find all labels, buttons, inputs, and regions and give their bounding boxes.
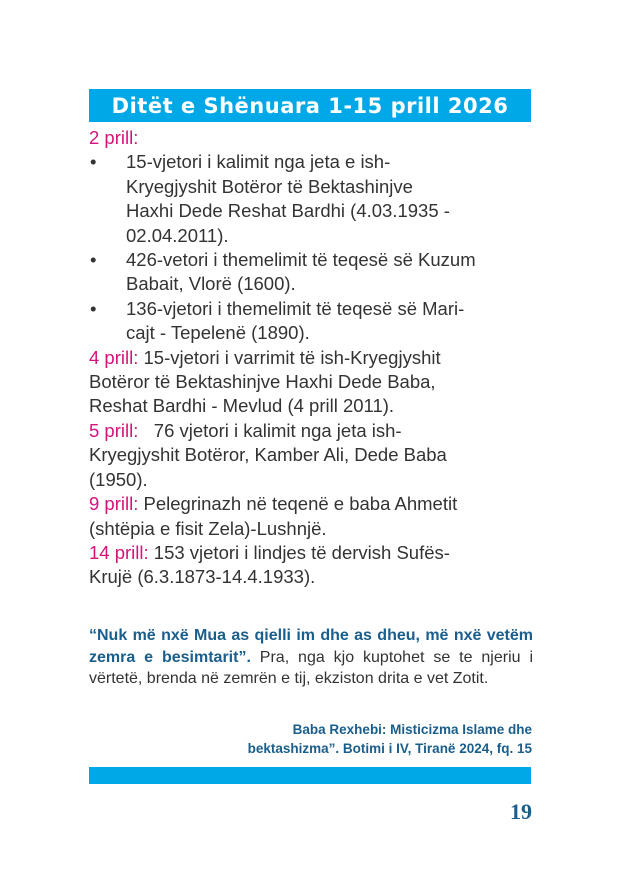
quote-bold-text: “Nuk më nxë Mua as qielli im dhe as dheu, më nxë vetëm zemra e besimtarit”. [89,627,533,666]
date-label-april-9: 9 prill: [89,493,139,515]
bullet-line: Kryegjyshit Botëror të Bektashinjve [126,175,413,197]
header-bar [89,89,531,122]
bullet-line: Babait, Vlorë (1600). [126,273,296,295]
entry-line: 76 vjetori i kalimit nga jeta ish- [138,419,402,441]
entry-april-9 [89,492,534,541]
bullet-line: 136-vjetori i themelimit të teqesë së Mari- [126,297,465,319]
quote-body-text: Pra, nga kjo kuptohet se te njeriu i vërtetë, brenda në zemrën e tij, ekziston drita e vet Zotit. [89,648,533,687]
entries-section [89,126,534,590]
footer-bar [89,767,531,784]
entry-line: (shtëpia e fisit Zela)-Lushnjë. [89,517,327,539]
date-label-april-2: 2 prill: [89,127,139,148]
bullet-icon: • [90,249,97,271]
bullet-line: cajt - Tepelenë (1890). [126,322,310,344]
entry-line: Krujë (6.3.1873-14.4.1933). [89,566,316,588]
quote-block [89,625,533,690]
entry-line: 15-vjetori i varrimit të ish-Kryegjyshit [138,346,441,368]
bullet-line: 426-vetori i themelimit të teqesë së Kuzum [126,249,476,271]
april-2-bullet-list [89,150,534,345]
page-title: Ditët e Shënuara 1-15 prill 2026 [111,93,509,118]
date-label-april-4: 4 prill: [89,346,139,368]
entry-line: (1950). [89,468,148,490]
page-number: 19 [510,799,532,824]
citation [248,720,532,758]
bullet-icon: • [90,151,97,173]
citation-line: bektashizma”. Botimi i IV, Tiranë 2024, fq. 15 [247,741,532,756]
entry-april-4 [89,346,534,419]
entry-line: Botëror të Bektashinjve Haxhi Dede Baba, [89,371,436,393]
entry-line: Kryegjyshit Botëror, Kamber Ali, Dede Baba [89,444,447,466]
citation-line: Baba Rexhebi: Misticizma Islame dhe [292,722,532,737]
bullet-item [89,150,534,248]
bullet-item [89,297,534,346]
bullet-item [89,248,534,297]
date-label-april-14: 14 prill: [89,541,149,563]
entry-line: 153 vjetori i lindjes të dervish Sufës- [148,541,450,563]
bullet-line: 15-vjetori i kalimit nga jeta e ish- [126,151,391,173]
entry-april-5 [89,419,534,492]
bullet-line: Haxhi Dede Reshat Bardhi (4.03.1935 - [126,200,450,222]
date-label-april-5: 5 prill: [89,419,139,441]
bullet-icon: • [90,297,97,319]
entry-line: Pelegrinazh në teqenë e baba Ahmetit [138,493,458,515]
entry-line: Reshat Bardhi - Mevlud (4 prill 2011). [89,395,395,417]
entry-april-14 [89,541,534,590]
bullet-line: 02.04.2011). [126,224,229,246]
